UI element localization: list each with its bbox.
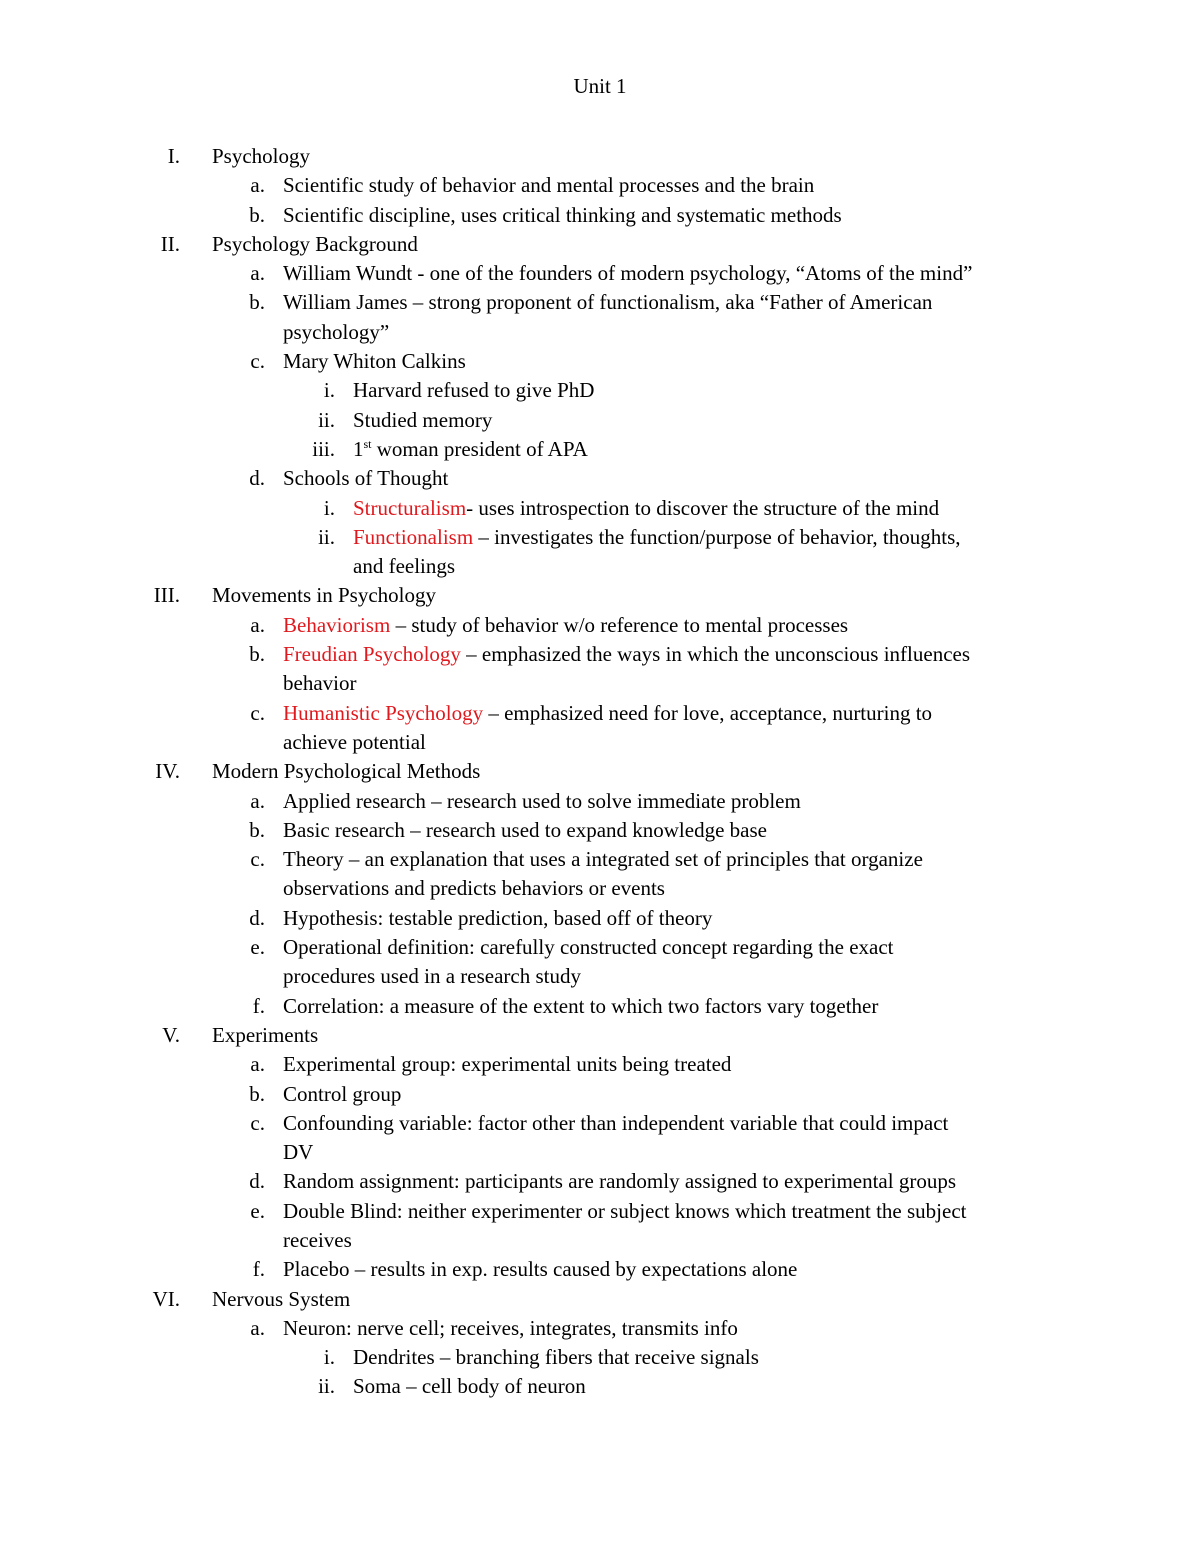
list-marker: iii. — [312, 436, 335, 461]
line-text: Psychology Background — [212, 231, 418, 256]
list-item-continuation — [0, 1138, 1200, 1167]
line-text: Freudian Psychology – emphasized the ways in which the unconscious influences — [283, 642, 971, 667]
list-item — [0, 992, 1200, 1021]
list-item-continuation — [0, 1226, 1200, 1255]
list-marker: c. — [250, 349, 265, 374]
list-item — [0, 1255, 1200, 1284]
line-text: William Wundt - one of the founders of modern psychology, “Atoms of the mind” — [283, 261, 973, 286]
line-text: Control group — [283, 1081, 402, 1106]
list-marker: e. — [250, 1198, 265, 1223]
section-heading — [0, 1021, 1200, 1050]
list-marker: f. — [252, 1257, 265, 1282]
list-marker: d. — [249, 1169, 265, 1194]
line-text: Confounding variable: factor other than independent variable that could impact — [283, 1110, 949, 1135]
line-text: Experiments — [212, 1022, 319, 1047]
line-text: Schools of Thought — [283, 466, 449, 491]
list-item — [0, 845, 1200, 874]
list-item-continuation — [0, 728, 1200, 757]
line-text: Modern Psychological Methods — [212, 759, 481, 784]
line-text: Scientific study of behavior and mental processes and the brain — [283, 173, 815, 198]
list-item — [0, 933, 1200, 962]
line-text: Behaviorism – study of behavior w/o reference to mental processes — [283, 612, 849, 637]
section-heading — [0, 142, 1200, 171]
list-item — [0, 699, 1200, 728]
list-marker: III. — [153, 583, 180, 608]
list-marker: b. — [249, 1081, 265, 1106]
list-item — [0, 787, 1200, 816]
line-text: achieve potential — [283, 729, 426, 754]
line-text: procedures used in a research study — [283, 964, 581, 989]
list-marker: b. — [249, 202, 265, 227]
sub-item — [0, 1343, 1200, 1372]
key-term: Structuralism — [353, 495, 467, 520]
list-marker: e. — [250, 935, 265, 960]
sub-item — [0, 406, 1200, 435]
list-marker: a. — [250, 1052, 265, 1077]
line-text: Harvard refused to give PhD — [353, 378, 595, 403]
section-heading — [0, 230, 1200, 259]
list-marker: i. — [323, 1345, 335, 1370]
list-marker: a. — [250, 788, 265, 813]
line-text: Double Blind: neither experimenter or subject knows which treatment the subject — [283, 1198, 967, 1223]
list-item — [0, 1314, 1200, 1343]
list-item — [0, 1050, 1200, 1079]
list-item — [0, 259, 1200, 288]
list-marker: a. — [250, 261, 265, 286]
line-text: Scientific discipline, uses critical thinking and systematic methods — [283, 202, 842, 227]
list-item — [0, 171, 1200, 200]
list-marker: II. — [160, 231, 180, 256]
line-text: receives — [283, 1227, 352, 1252]
sub-item — [0, 494, 1200, 523]
line-text: Movements in Psychology — [212, 583, 436, 608]
line-text: behavior — [283, 671, 357, 696]
line-text: Experimental group: experimental units being treated — [283, 1052, 732, 1077]
list-marker: a. — [250, 173, 265, 198]
superscript: st — [363, 436, 372, 451]
sub-item — [0, 435, 1200, 464]
line-text: Humanistic Psychology – emphasized need for love, acceptance, nurturing to — [283, 700, 933, 725]
list-marker: c. — [250, 847, 265, 872]
sub-item — [0, 523, 1200, 552]
list-item — [0, 464, 1200, 493]
list-item-continuation — [0, 318, 1200, 347]
key-term: Functionalism — [353, 524, 474, 549]
line-text: Operational definition: carefully constructed concept regarding the exact — [283, 935, 894, 960]
line-text: psychology” — [283, 319, 390, 344]
line-text: DV — [283, 1140, 314, 1165]
line-text: Studied memory — [353, 407, 493, 432]
list-marker: c. — [250, 1110, 265, 1135]
line-text: Soma – cell body of neuron — [353, 1374, 586, 1399]
list-marker: a. — [250, 612, 265, 637]
list-marker: ii. — [318, 1374, 335, 1399]
list-marker: b. — [249, 817, 265, 842]
key-term: Freudian Psychology — [283, 642, 461, 667]
line-text: Random assignment: participants are randomly assigned to experimental groups — [283, 1169, 957, 1194]
list-marker: d. — [249, 466, 265, 491]
line-text: Psychology — [212, 144, 311, 168]
line-text: Basic research – research used to expand knowledge base — [283, 817, 767, 842]
page-title: Unit 1 — [573, 74, 627, 98]
key-term: Humanistic Psychology — [283, 700, 484, 725]
outline — [0, 142, 1200, 1402]
list-item-continuation — [0, 669, 1200, 698]
list-marker: V. — [162, 1022, 180, 1047]
list-marker: IV. — [155, 759, 180, 784]
list-marker: ii. — [318, 524, 335, 549]
line-text: Mary Whiton Calkins — [283, 349, 466, 374]
section-heading — [0, 1285, 1200, 1314]
section-heading — [0, 757, 1200, 786]
sub-item — [0, 376, 1200, 405]
list-marker: i. — [323, 495, 335, 520]
key-term: Behaviorism — [283, 612, 391, 637]
line-text: Placebo – results in exp. results caused by expectations alone — [283, 1257, 798, 1282]
list-item — [0, 1109, 1200, 1138]
list-item — [0, 288, 1200, 317]
list-item — [0, 201, 1200, 230]
line-text: Correlation: a measure of the extent to which two factors vary together — [283, 993, 879, 1018]
list-marker: c. — [250, 700, 265, 725]
list-item-continuation — [0, 962, 1200, 991]
list-item — [0, 640, 1200, 669]
list-item — [0, 1167, 1200, 1196]
line-text: 1st woman president of APA — [353, 436, 588, 461]
list-marker: i. — [323, 378, 335, 403]
list-marker: I. — [167, 144, 180, 168]
line-text: Hypothesis: testable prediction, based off of theory — [283, 905, 713, 930]
list-item — [0, 611, 1200, 640]
line-text: Theory – an explanation that uses a integrated set of principles that organize — [283, 847, 923, 872]
sub-item — [0, 1372, 1200, 1401]
line-text: Functionalism – investigates the function/purpose of behavior, thoughts, — [353, 524, 961, 549]
line-text: and feelings — [353, 554, 456, 579]
line-text: William James – strong proponent of functionalism, aka “Father of American — [283, 290, 933, 315]
list-item — [0, 347, 1200, 376]
line-text: Neuron: nerve cell; receives, integrates, transmits info — [283, 1315, 738, 1340]
list-marker: d. — [249, 905, 265, 930]
line-text: Dendrites – branching fibers that receive signals — [353, 1345, 759, 1370]
list-marker: a. — [250, 1315, 265, 1340]
list-marker: f. — [252, 993, 265, 1018]
list-item — [0, 1197, 1200, 1226]
list-marker: ii. — [318, 407, 335, 432]
line-text: Nervous System — [212, 1286, 351, 1311]
list-item — [0, 904, 1200, 933]
line-text: observations and predicts behaviors or events — [283, 876, 665, 901]
list-item — [0, 1080, 1200, 1109]
line-text: Applied research – research used to solve immediate problem — [283, 788, 801, 813]
list-marker: VI. — [152, 1286, 180, 1311]
list-marker: b. — [249, 290, 265, 315]
sub-item-continuation — [0, 552, 1200, 581]
list-item-continuation — [0, 874, 1200, 903]
section-heading — [0, 581, 1200, 610]
list-marker: b. — [249, 642, 265, 667]
line-text: Structuralism- uses introspection to discover the structure of the mind — [353, 495, 940, 520]
list-item — [0, 816, 1200, 845]
